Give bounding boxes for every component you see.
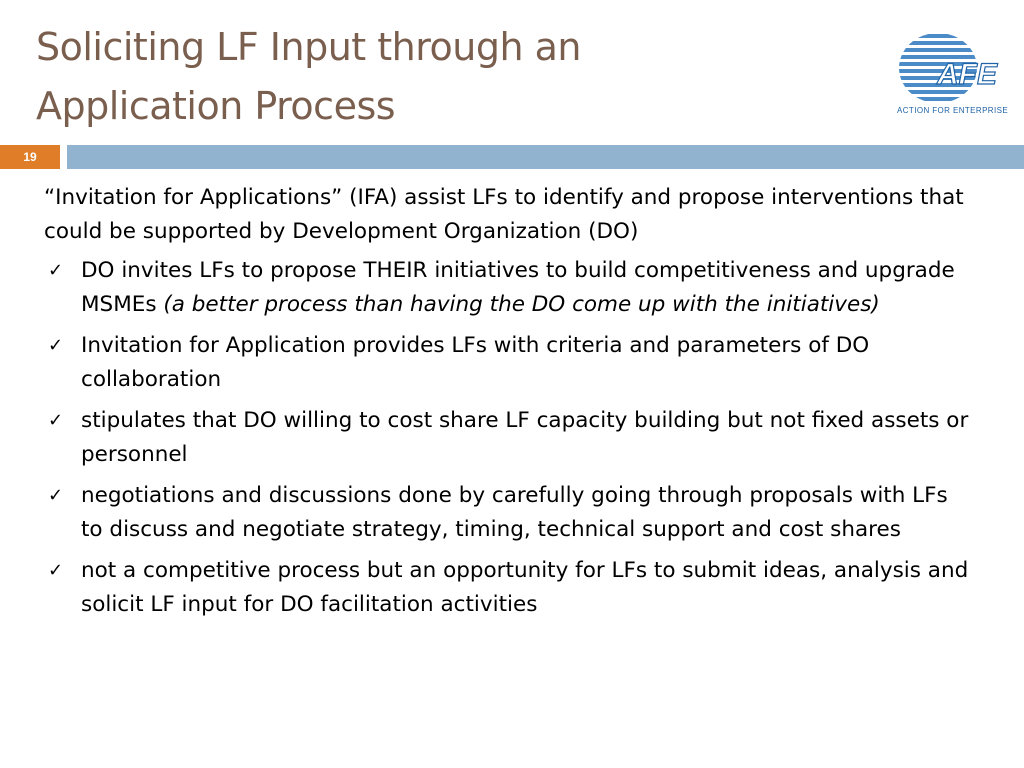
slide-body (44, 181, 974, 629)
afe-logo (893, 30, 1011, 122)
bullet-item (44, 329, 974, 397)
header-band (67, 145, 1024, 169)
checkmark-icon: ✓ (48, 260, 64, 281)
logo-tagline: ACTION FOR ENTERPRISE (897, 106, 1009, 115)
logo-wordmark: AFE (937, 58, 997, 91)
bullet-text: DO invites LFs to propose THEIR initiatives to build competitiveness and upgrade MSMEs (81, 258, 955, 317)
bullet-item (44, 554, 974, 622)
bullet-text: Invitation for Application provides LFs with criteria and parameters of DO collaboration (81, 333, 870, 392)
bullet-item (44, 479, 974, 547)
bullet-italic-note: (a better process than having the DO come up with the initiatives) (163, 292, 880, 317)
bullet-text: stipulates that DO willing to cost share LF capacity building but not fixed assets or personnel (81, 408, 969, 467)
bullet-text: not a competitive process but an opportunity for LFs to submit ideas, analysis and solicit LF input for DO facilitation activities (81, 558, 969, 617)
slide-title (36, 18, 856, 136)
bullet-text: negotiations and discussions done by carefully going through proposals with LFs to discuss and negotiate strategy, timing, technical support and cost shares (81, 483, 948, 542)
page-number-badge: 19 (0, 145, 60, 169)
checkmark-icon: ✓ (48, 335, 64, 356)
afe-globe-icon (893, 30, 1011, 106)
slide-title-line-1: Soliciting LF Input through an (36, 25, 582, 69)
checkmark-icon: ✓ (48, 410, 64, 431)
checkmark-icon: ✓ (48, 485, 64, 506)
bullet-item (44, 254, 974, 322)
slide-title-line-2: Application Process (36, 84, 396, 128)
bullet-item (44, 404, 974, 472)
intro-paragraph: “Invitation for Applications” (IFA) assist LFs to identify and propose interventions that could be supported by Development Organization (DO) (44, 185, 964, 244)
checkmark-icon: ✓ (48, 560, 64, 581)
